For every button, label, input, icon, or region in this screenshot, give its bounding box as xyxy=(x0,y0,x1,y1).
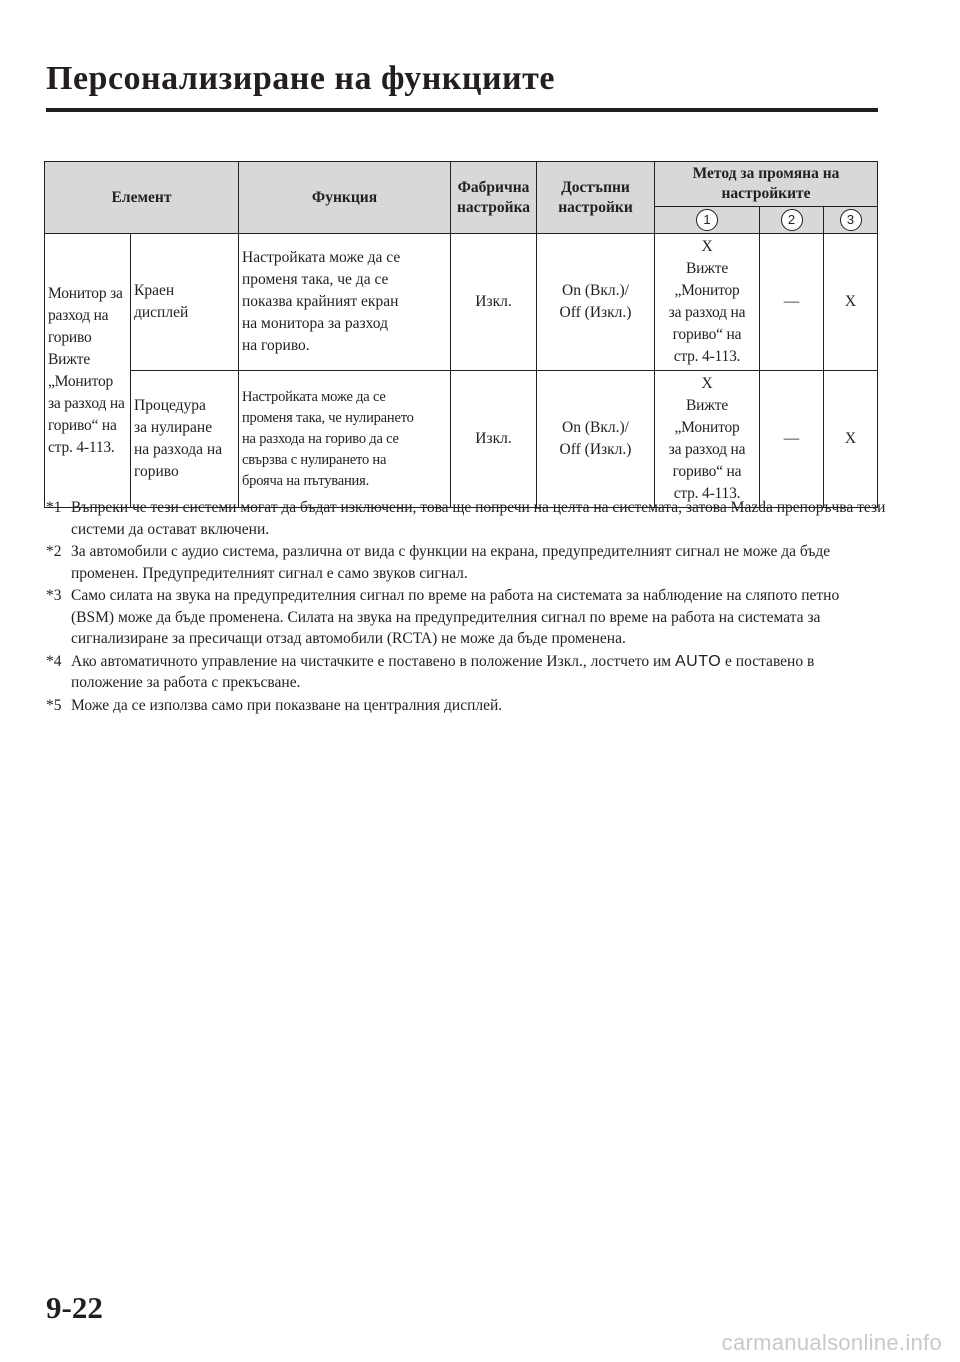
table-row xyxy=(45,371,878,508)
footnote-mark: *2 xyxy=(46,543,62,560)
page-number: 9-22 xyxy=(46,1290,103,1325)
header-method-1 xyxy=(655,207,760,234)
page-title: Персонализиране на функциите xyxy=(46,60,555,97)
table-header-row xyxy=(45,162,878,207)
footnotes xyxy=(46,497,886,717)
factory-cell: Изкл. xyxy=(451,371,537,508)
description-cell: Настройката може да се променя така, че нулирането на разхода на гориво да се свързва с нулирането на брояча на пътувания. xyxy=(239,371,451,508)
footnote xyxy=(46,651,886,694)
footnote-text: За автомобили с аудио система, различна от вида с функции на екрана, предупредителният сигнал не може да бъде променен. Предупредителният сигнал е само звуков сигнал. xyxy=(71,543,831,582)
function-cell: Краен дисплей xyxy=(131,234,239,371)
footnote-text-before: Ако автоматичното управление на чистачките е поставено в положение Изкл., лостчето им xyxy=(71,652,675,670)
table-row xyxy=(45,234,878,371)
method-2-cell: — xyxy=(760,371,824,508)
footnote-text: Само силата на звука на предупредителния сигнал по време на работа на системата за наблюдение на сляпото петно (BSM) може да бъде променена. Силата на звука на предупредителния сигнал по време на работа на системата за сигнализиране за пресичащи отзад автомобили (RCTA) не може да бъде променена. xyxy=(71,587,840,647)
footnote-text: Въпреки че тези системи могат да бъдат изключени, това ще попречи на целта на системата, затова Mazda препоръчва тези системи да остават включени. xyxy=(71,499,886,538)
method-1-cell: X Вижте „Монитор за разход на гориво“ на стр. 4-113. xyxy=(655,371,760,508)
footnote xyxy=(46,695,886,717)
factory-cell: Изкл. xyxy=(451,234,537,371)
method-1-cell: X Вижте „Монитор за разход на гориво“ на стр. 4-113. xyxy=(655,234,760,371)
available-cell: On (Вкл.)/ Off (Изкл.) xyxy=(537,234,655,371)
settings-table xyxy=(44,161,878,508)
function-cell: Процедура за нулиране на разхода на гориво xyxy=(131,371,239,508)
footnote xyxy=(46,585,886,650)
item-cell: Монитор за разход на гориво Вижте „Монитор за разход на гориво“ на стр. 4-113. xyxy=(45,234,131,508)
circled-number-3-icon: 3 xyxy=(840,209,862,231)
header-change-method: Метод за промяна на настройките xyxy=(655,162,878,207)
header-factory-setting: Фабрична настройка xyxy=(451,162,537,234)
footnote-text: Може да се използва само при показване на централния дисплей. xyxy=(71,696,503,714)
header-function: Функция xyxy=(239,162,451,234)
footnote-mark: *1 xyxy=(46,499,62,516)
footnote-mark: *3 xyxy=(46,587,62,604)
header-available-settings: Достъпни настройки xyxy=(537,162,655,234)
method-2-cell: — xyxy=(760,234,824,371)
footnote-mark: *5 xyxy=(46,696,62,714)
circled-number-2-icon: 2 xyxy=(781,209,803,231)
description-cell: Настройката може да се променя така, че да се показва крайният екран на монитора за разход на гориво. xyxy=(239,234,451,371)
header-method-2 xyxy=(760,207,824,234)
footnote xyxy=(46,541,886,584)
method-3-cell: X xyxy=(824,371,878,508)
footnote xyxy=(46,497,886,540)
title-rule xyxy=(46,108,878,112)
method-3-cell: X xyxy=(824,234,878,371)
header-method-3 xyxy=(824,207,878,234)
auto-switch-label: AUTO xyxy=(675,652,722,670)
footnote-text-after: е поставено в положение за работа с прекъсване. xyxy=(71,652,815,691)
available-cell: On (Вкл.)/ Off (Изкл.) xyxy=(537,371,655,508)
circled-number-1-icon: 1 xyxy=(696,209,718,231)
header-item: Елемент xyxy=(45,162,239,234)
watermark: carmanualsonline.info xyxy=(721,1330,942,1355)
footnote-mark: *4 xyxy=(46,652,62,670)
